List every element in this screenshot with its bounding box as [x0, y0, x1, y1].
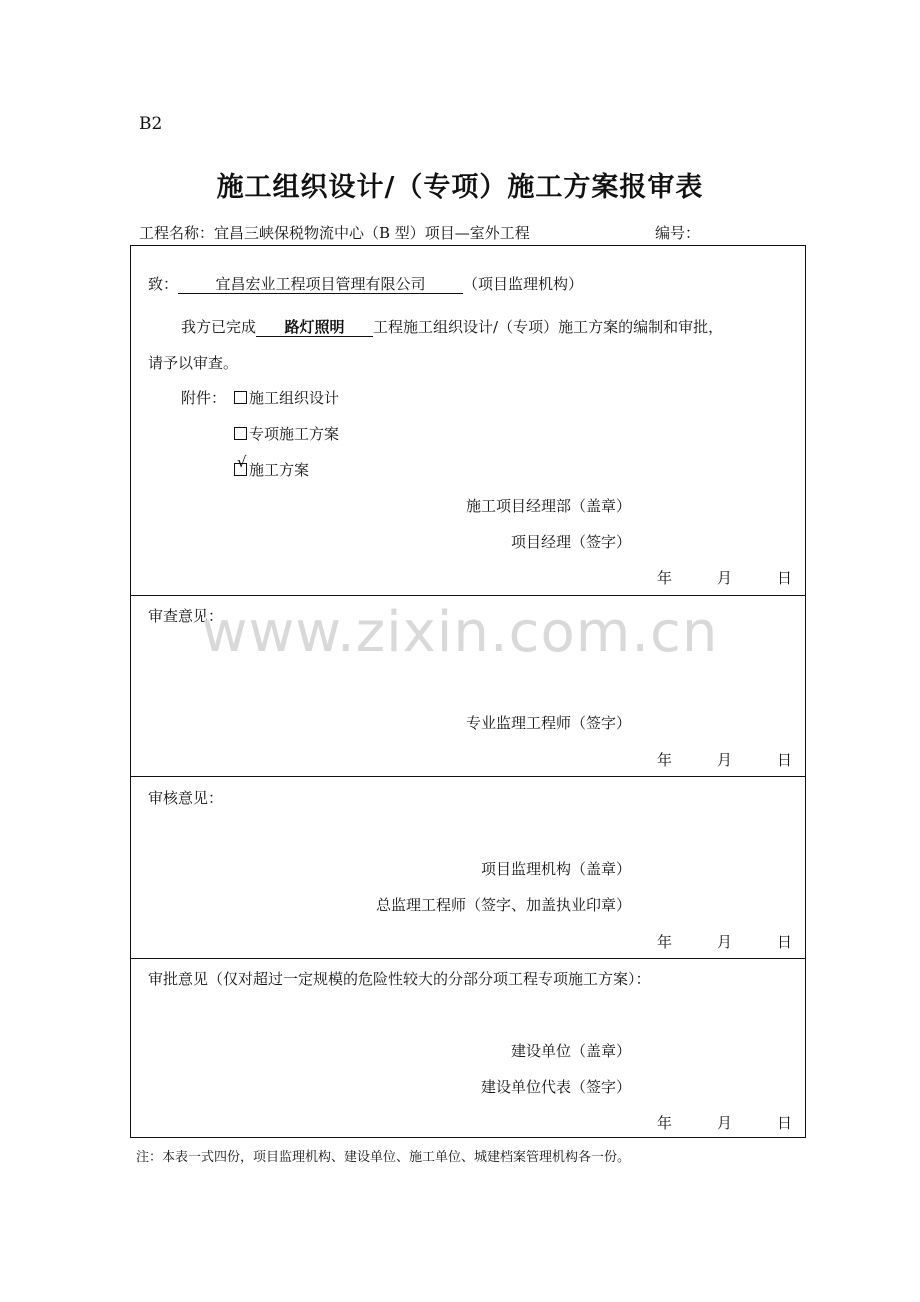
sign-chief-engineer: 总监理工程师（签字、加盖执业印章）: [375, 896, 631, 914]
attachment-item[interactable]: [234, 387, 339, 408]
date-month: 月: [717, 751, 733, 769]
body-line-2: 请予以审查。: [148, 354, 239, 372]
date-month: 月: [717, 933, 733, 951]
date-day: 日: [777, 751, 793, 769]
to-organization: 宜昌宏业工程项目管理有限公司: [178, 275, 463, 294]
date-year: 年: [657, 751, 673, 769]
addressee-line: [148, 273, 583, 294]
date-year: 年: [657, 569, 673, 587]
checkbox-checked-icon[interactable]: [234, 453, 247, 476]
to-suffix: （项目监理机构）: [463, 275, 584, 293]
checkbox-empty-icon[interactable]: [234, 427, 247, 440]
sign-owner-seal: 建设单位（盖章）: [510, 1042, 631, 1060]
form-code: B2: [139, 114, 163, 134]
date-year: 年: [657, 1114, 673, 1132]
date-year: 年: [657, 933, 673, 951]
approval-opinion-label: 审批意见（仅对超过一定规模的危险性较大的分部分项工程专项施工方案）：: [148, 970, 651, 988]
body-prefix: 我方已完成: [181, 318, 257, 336]
body-project: 路灯照明: [256, 318, 373, 337]
attachment-label: 施工组织设计: [249, 389, 340, 407]
sign-owner-rep: 建设单位代表（签字）: [480, 1078, 631, 1096]
row-divider: [131, 776, 805, 777]
checkbox-empty-icon[interactable]: [234, 391, 247, 404]
checkmark-icon: √: [237, 453, 247, 471]
attachment-item[interactable]: [234, 423, 339, 444]
date-day: 日: [777, 933, 793, 951]
project-name-label: 工程名称：宜昌三峡保税物流中心（B 型）项目—室外工程: [139, 224, 530, 242]
audit-opinion-label: 审核意见：: [148, 789, 224, 807]
sign-seal: 施工项目经理部（盖章）: [465, 497, 631, 515]
form-table: [130, 245, 806, 1138]
row-divider: [131, 958, 805, 959]
date-month: 月: [717, 1114, 733, 1132]
number-label: 编号：: [655, 224, 701, 242]
sign-engineer: 专业监理工程师（签字）: [465, 714, 631, 732]
date-day: 日: [777, 1114, 793, 1132]
footnote: 注：本表一式四份，项目监理机构、建设单位、施工单位、城建档案管理机构各一份。: [136, 1150, 631, 1165]
date-month: 月: [717, 569, 733, 587]
sign-supervision-seal: 项目监理机构（盖章）: [480, 860, 631, 878]
attachment-label: 施工方案: [249, 461, 310, 479]
attachments-label: 附件：: [181, 389, 227, 407]
row-divider: [131, 595, 805, 596]
body-suffix: 工程施工组织设计/（专项）施工方案的编制和审批，: [373, 318, 724, 336]
attachment-label: 专项施工方案: [249, 425, 340, 443]
watermark: www.zixin.com.cn: [201, 600, 719, 665]
page-title: 施工组织设计/（专项）施工方案报审表: [216, 172, 704, 203]
review-opinion-label: 审查意见：: [148, 607, 224, 625]
to-prefix: 致：: [148, 275, 179, 293]
sign-manager: 项目经理（签字）: [510, 533, 631, 551]
body-line: [181, 316, 723, 337]
date-day: 日: [777, 569, 793, 587]
attachment-item[interactable]: [234, 453, 310, 480]
